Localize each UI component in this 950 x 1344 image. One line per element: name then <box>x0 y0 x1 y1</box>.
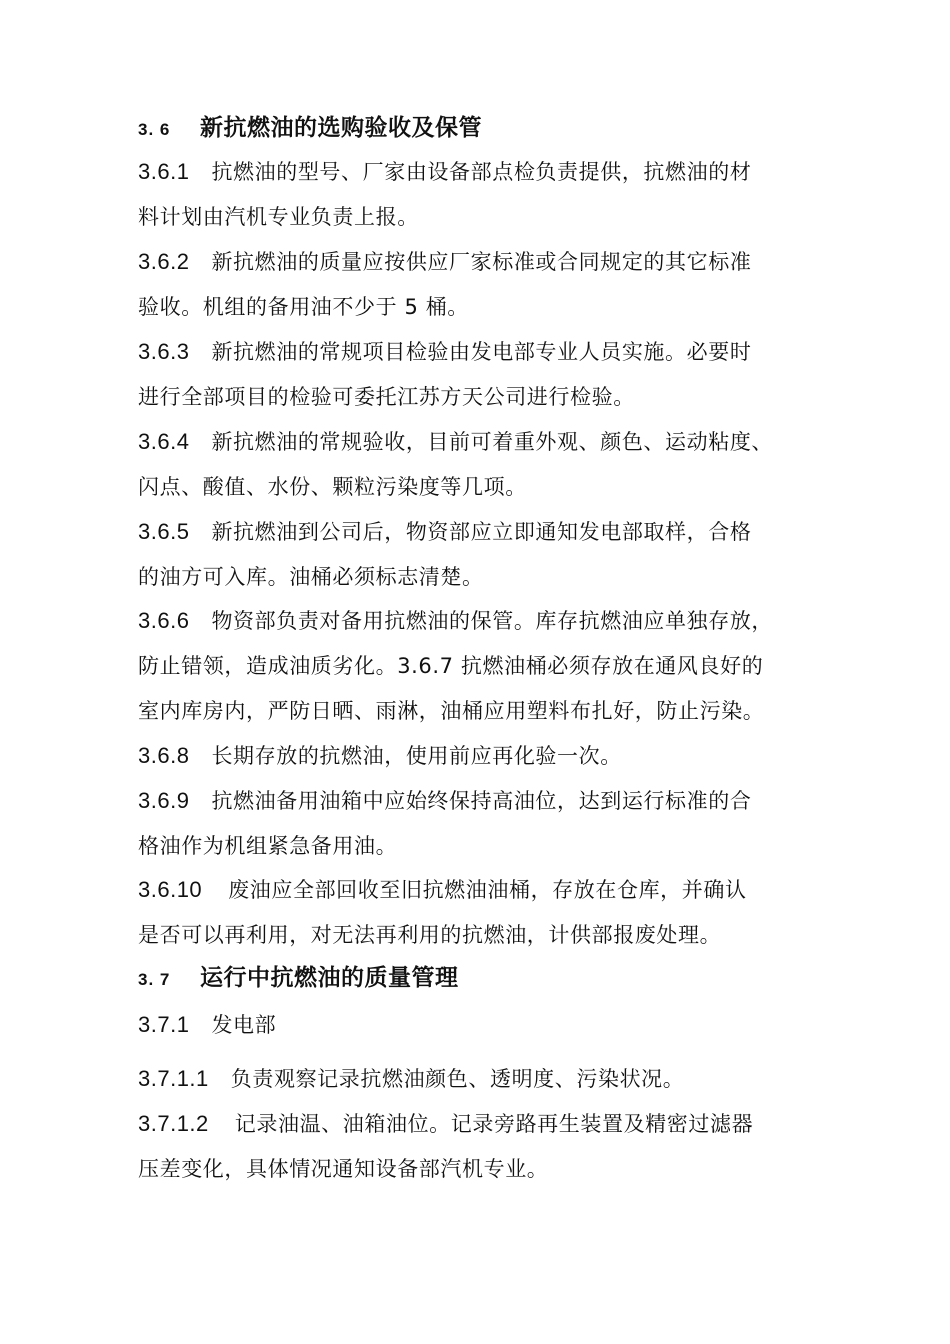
clause-number: 3.6.2 <box>138 249 190 274</box>
clause-number: 3.6.10 <box>138 877 203 902</box>
clause-text-continuation: 室内库房内，严防日晒、雨淋，油桶应用塑料布扎好，防止污染。 <box>138 699 765 723</box>
clause-text: 抗燃油的型号、厂家由设备部点检负责提供，抗燃油的材 <box>211 160 752 184</box>
section-number: 3. 6 <box>138 120 171 139</box>
clause-text: 新抗燃油的质量应按供应厂家标准或合同规定的其它标准 <box>211 250 752 274</box>
clause-3-7-1 <box>138 1011 276 1039</box>
clause-text: 记录油温、油箱油位。记录旁路再生装置及精密过滤器 <box>234 1112 754 1136</box>
clause-text-continuation: 压差变化，具体情况通知设备部汽机专业。 <box>138 1157 549 1181</box>
clause-text-continuation: 的油方可入库。油桶必须标志清楚。 <box>138 565 484 589</box>
clause-text: 长期存放的抗燃油，使用前应再化验一次。 <box>211 744 622 768</box>
clause-3-6-6 <box>138 607 773 635</box>
clause-text: 负责观察记录抗燃油颜色、透明度、污染状况。 <box>230 1067 685 1091</box>
section-title: 运行中抗燃油的质量管理 <box>200 965 459 991</box>
clause-text: 物资部负责对备用抗燃油的保管。库存抗燃油应单独存放， <box>211 609 774 633</box>
clause-3-6-5 <box>138 518 751 546</box>
clause-text-continuation: 料计划由汽机专业负责上报。 <box>138 205 419 229</box>
clause-text: 发电部 <box>211 1013 277 1037</box>
clause-text-continuation: 格油作为机组紧急备用油。 <box>138 834 398 858</box>
clause-number: 3.6.4 <box>138 429 190 454</box>
clause-3-7-1-2 <box>138 1110 753 1138</box>
section-number: 3. 7 <box>138 970 171 989</box>
section-title: 新抗燃油的选购验收及保管 <box>200 115 482 141</box>
clause-3-6-1 <box>138 158 751 186</box>
clause-3-6-3 <box>138 338 751 366</box>
clause-number: 3.6.1 <box>138 159 190 184</box>
section-heading-3-7 <box>138 964 459 994</box>
clause-text: 新抗燃油的常规验收，目前可着重外观、颜色、运动粘度、 <box>211 430 774 454</box>
clause-number: 3.6.6 <box>138 608 190 633</box>
clause-text: 新抗燃油到公司后，物资部应立即通知发电部取样，合格 <box>211 520 752 544</box>
clause-number: 3.7.1 <box>138 1012 190 1037</box>
clause-3-6-4 <box>138 428 773 456</box>
clause-number: 3.7.1.2 <box>138 1111 209 1136</box>
clause-number: 3.6.9 <box>138 788 190 813</box>
clause-3-6-9 <box>138 787 751 815</box>
clause-3-7-1-1 <box>138 1065 684 1093</box>
clause-3-6-8 <box>138 742 622 770</box>
clause-number: 3.6.8 <box>138 743 190 768</box>
clause-text-continuation: 防止错领，造成油质劣化。3.6.7 抗燃油桶必须存放在通风良好的 <box>138 654 764 678</box>
clause-text-continuation: 是否可以再利用，对无法再利用的抗燃油，计供部报废处理。 <box>138 923 722 947</box>
section-heading-3-6 <box>138 114 482 144</box>
clause-text: 抗燃油备用油箱中应始终保持高油位，达到运行标准的合 <box>211 789 752 813</box>
clause-text-continuation: 进行全部项目的检验可委托江苏方天公司进行检验。 <box>138 385 635 409</box>
clause-number: 3.6.5 <box>138 519 190 544</box>
clause-3-6-2 <box>138 248 751 276</box>
clause-number: 3.7.1.1 <box>138 1066 209 1091</box>
clause-text: 废油应全部回收至旧抗燃油油桶，存放在仓库，并确认 <box>228 878 747 902</box>
clause-number: 3.6.3 <box>138 339 190 364</box>
clause-3-6-10 <box>138 876 747 904</box>
clause-text-continuation: 闪点、酸值、水份、颗粒污染度等几项。 <box>138 475 527 499</box>
clause-text: 新抗燃油的常规项目检验由发电部专业人员实施。必要时 <box>211 340 752 364</box>
clause-text-continuation: 验收。机组的备用油不少于 5 桶。 <box>138 295 469 319</box>
